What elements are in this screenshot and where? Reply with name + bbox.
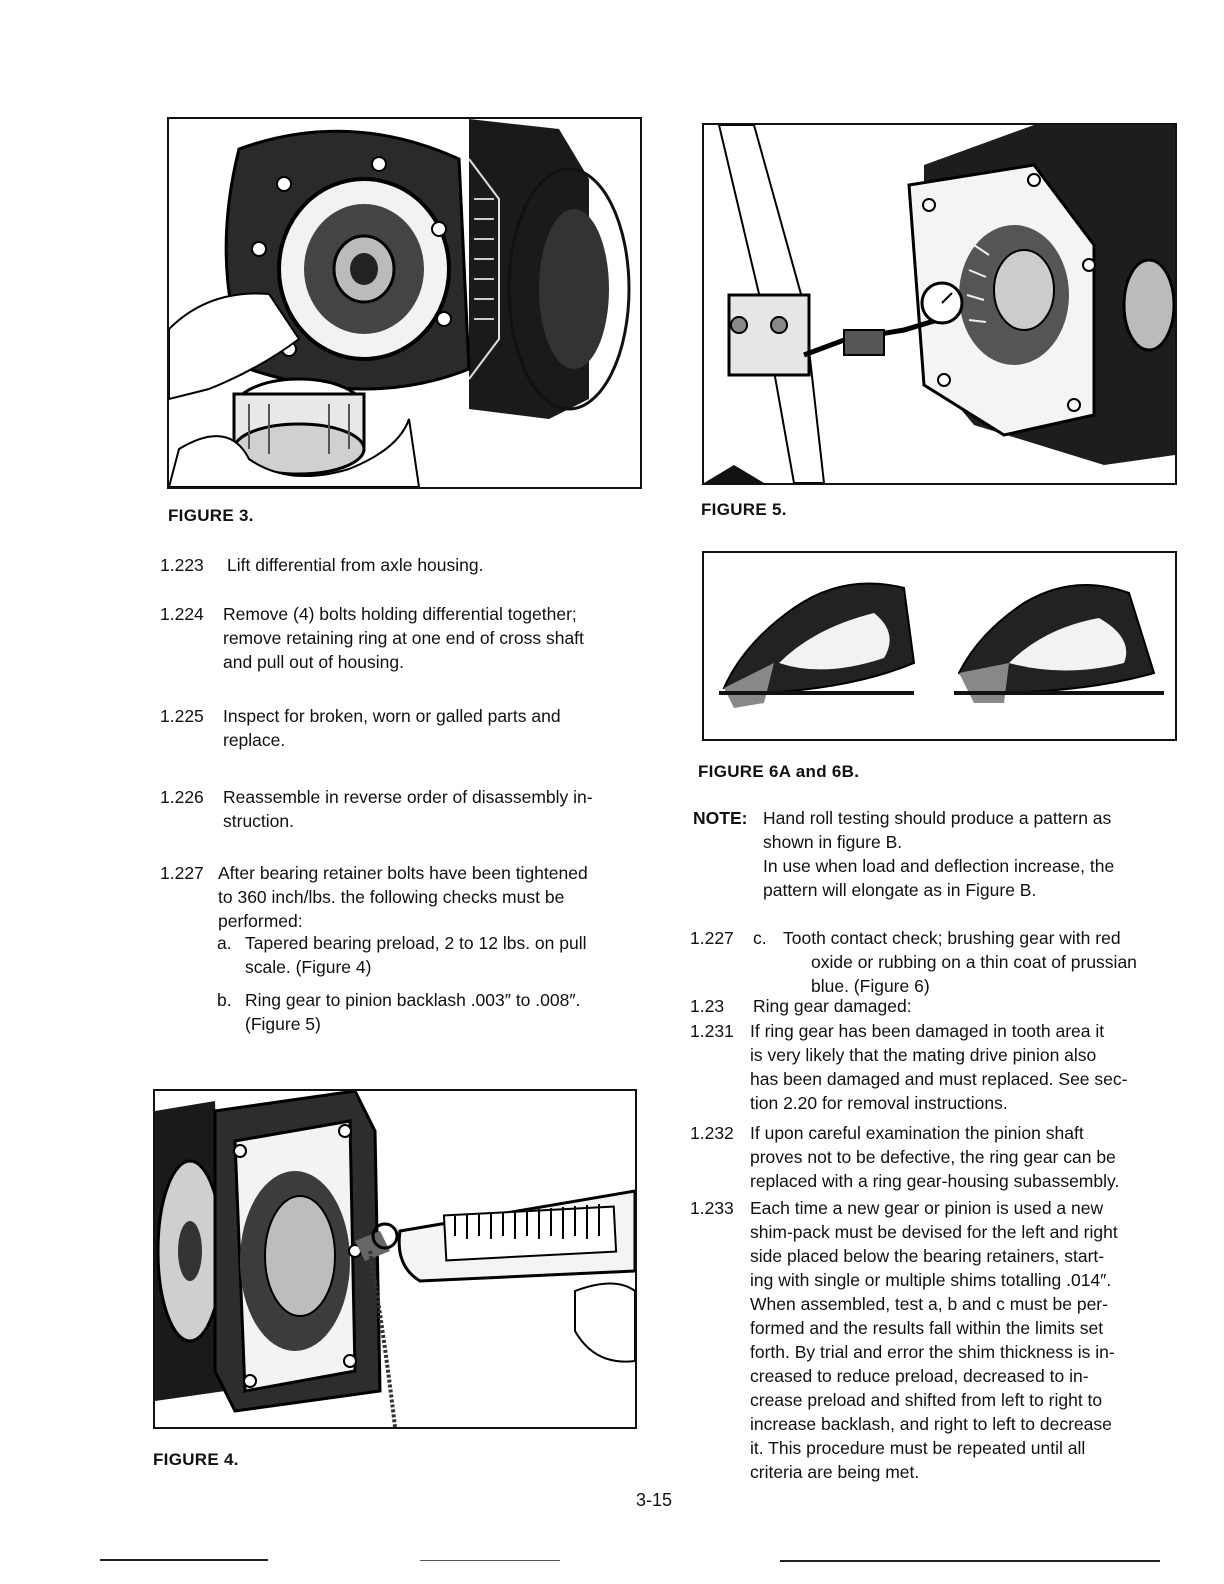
section-1-23 xyxy=(690,994,1180,1018)
section-1-233 xyxy=(690,1196,1180,1484)
section-number: 1.225 xyxy=(160,706,204,726)
section-line: ing with single or multiple shims totalling .014″. xyxy=(750,1270,1112,1290)
section-1-227-a xyxy=(217,931,647,979)
note-line: shown in figure B. xyxy=(763,832,903,852)
footer-rule-right xyxy=(780,1560,1160,1562)
footer-rule-center xyxy=(420,1560,560,1561)
section-number: 1.226 xyxy=(160,787,204,807)
section-line: After bearing retainer bolts have been tightened xyxy=(218,863,588,883)
section-line: shim-pack must be devised for the left and right xyxy=(750,1222,1118,1242)
section-1-231 xyxy=(690,1019,1180,1115)
section-line: has been damaged and must replaced. See sec- xyxy=(750,1069,1128,1089)
section-1-227-b xyxy=(217,988,647,1036)
figure-6-caption: FIGURE 6A and 6B. xyxy=(698,762,860,781)
section-line: proves not to be defective, the ring gear can be xyxy=(750,1147,1116,1167)
section-number: 1.223 xyxy=(160,555,204,575)
note-block xyxy=(693,806,1183,902)
section-line: performed: xyxy=(218,911,303,931)
section-line: creased to reduce preload, decreased to in- xyxy=(750,1366,1089,1386)
note-line: pattern will elongate as in Figure B. xyxy=(763,880,1037,900)
section-line: Each time a new gear or pinion is used a new xyxy=(750,1198,1104,1218)
figure-4-illustration xyxy=(155,1091,635,1427)
figure-6-illustration xyxy=(704,553,1175,739)
section-line: replace. xyxy=(223,730,286,750)
list-letter: c. xyxy=(753,928,767,948)
page-number: 3-15 xyxy=(636,1490,673,1510)
section-line: If ring gear has been damaged in tooth area it xyxy=(750,1021,1105,1041)
figure-4-image xyxy=(153,1089,637,1429)
section-number: 1.233 xyxy=(690,1198,734,1218)
section-line: Ring gear to pinion backlash .003″ to .008″. xyxy=(245,990,581,1010)
figure-3-caption: FIGURE 3. xyxy=(168,506,254,525)
section-text: Ring gear damaged: xyxy=(753,996,912,1016)
section-number: 1.232 xyxy=(690,1123,734,1143)
section-number: 1.227 xyxy=(690,928,734,948)
section-line: side placed below the bearing retainers, start- xyxy=(750,1246,1105,1266)
list-letter: b. xyxy=(217,990,232,1010)
section-line: crease preload and shifted from left to right to xyxy=(750,1390,1103,1410)
section-text: Lift differential from axle housing. xyxy=(227,555,484,575)
section-1-232 xyxy=(690,1121,1180,1193)
section-1-227-c xyxy=(690,926,1180,998)
section-number: 1.23 xyxy=(690,996,725,1016)
figure-5-image xyxy=(702,123,1177,485)
section-line: remove retaining ring at one end of cross shaft xyxy=(223,628,584,648)
section-line: blue. (Figure 6) xyxy=(811,976,930,996)
section-line: formed and the results fall within the limits set xyxy=(750,1318,1104,1338)
section-number: 1.231 xyxy=(690,1021,734,1041)
section-line: and pull out of housing. xyxy=(223,652,404,672)
section-1-224 xyxy=(160,602,650,674)
section-line: it. This procedure must be repeated until all xyxy=(750,1438,1086,1458)
note-line: In use when load and deflection increase, the xyxy=(763,856,1115,876)
note-label: NOTE: xyxy=(693,808,748,828)
section-1-227 xyxy=(160,861,650,933)
section-line: replaced with a ring gear-housing subassembly. xyxy=(750,1171,1120,1191)
section-1-226 xyxy=(160,785,650,833)
figure-3-illustration xyxy=(169,119,640,487)
figure-4-caption: FIGURE 4. xyxy=(153,1450,239,1469)
section-line: forth. By trial and error the shim thickness is in- xyxy=(750,1342,1115,1362)
section-number: 1.227 xyxy=(160,863,204,883)
section-line: oxide or rubbing on a thin coat of prussian xyxy=(811,952,1137,972)
section-line: increase backlash, and right to left to decrease xyxy=(750,1414,1112,1434)
section-line: Tapered bearing preload, 2 to 12 lbs. on pull xyxy=(245,933,587,953)
section-1-225 xyxy=(160,704,650,752)
section-line: to 360 inch/lbs. the following checks must be xyxy=(218,887,565,907)
section-line: (Figure 5) xyxy=(245,1014,321,1034)
section-line: scale. (Figure 4) xyxy=(245,957,372,977)
section-line: Tooth contact check; brushing gear with red xyxy=(783,928,1121,948)
figure-3-image xyxy=(167,117,642,489)
section-line: tion 2.20 for removal instructions. xyxy=(750,1093,1008,1113)
section-line: is very likely that the mating drive pinion also xyxy=(750,1045,1097,1065)
section-line: Reassemble in reverse order of disassembly in- xyxy=(223,787,593,807)
list-letter: a. xyxy=(217,933,232,953)
section-line: Inspect for broken, worn or galled parts and xyxy=(223,706,561,726)
section-line: struction. xyxy=(223,811,294,831)
section-number: 1.224 xyxy=(160,604,204,624)
note-line: Hand roll testing should produce a pattern as xyxy=(763,808,1112,828)
figure-5-caption: FIGURE 5. xyxy=(701,500,787,519)
figure-6-image xyxy=(702,551,1177,741)
section-line: If upon careful examination the pinion shaft xyxy=(750,1123,1084,1143)
section-1-223 xyxy=(160,553,640,577)
section-line: criteria are being met. xyxy=(750,1462,920,1482)
figure-5-illustration xyxy=(704,125,1175,483)
section-line: Remove (4) bolts holding differential together; xyxy=(223,604,577,624)
footer-rule-left xyxy=(100,1559,268,1561)
section-line: When assembled, test a, b and c must be per- xyxy=(750,1294,1108,1314)
